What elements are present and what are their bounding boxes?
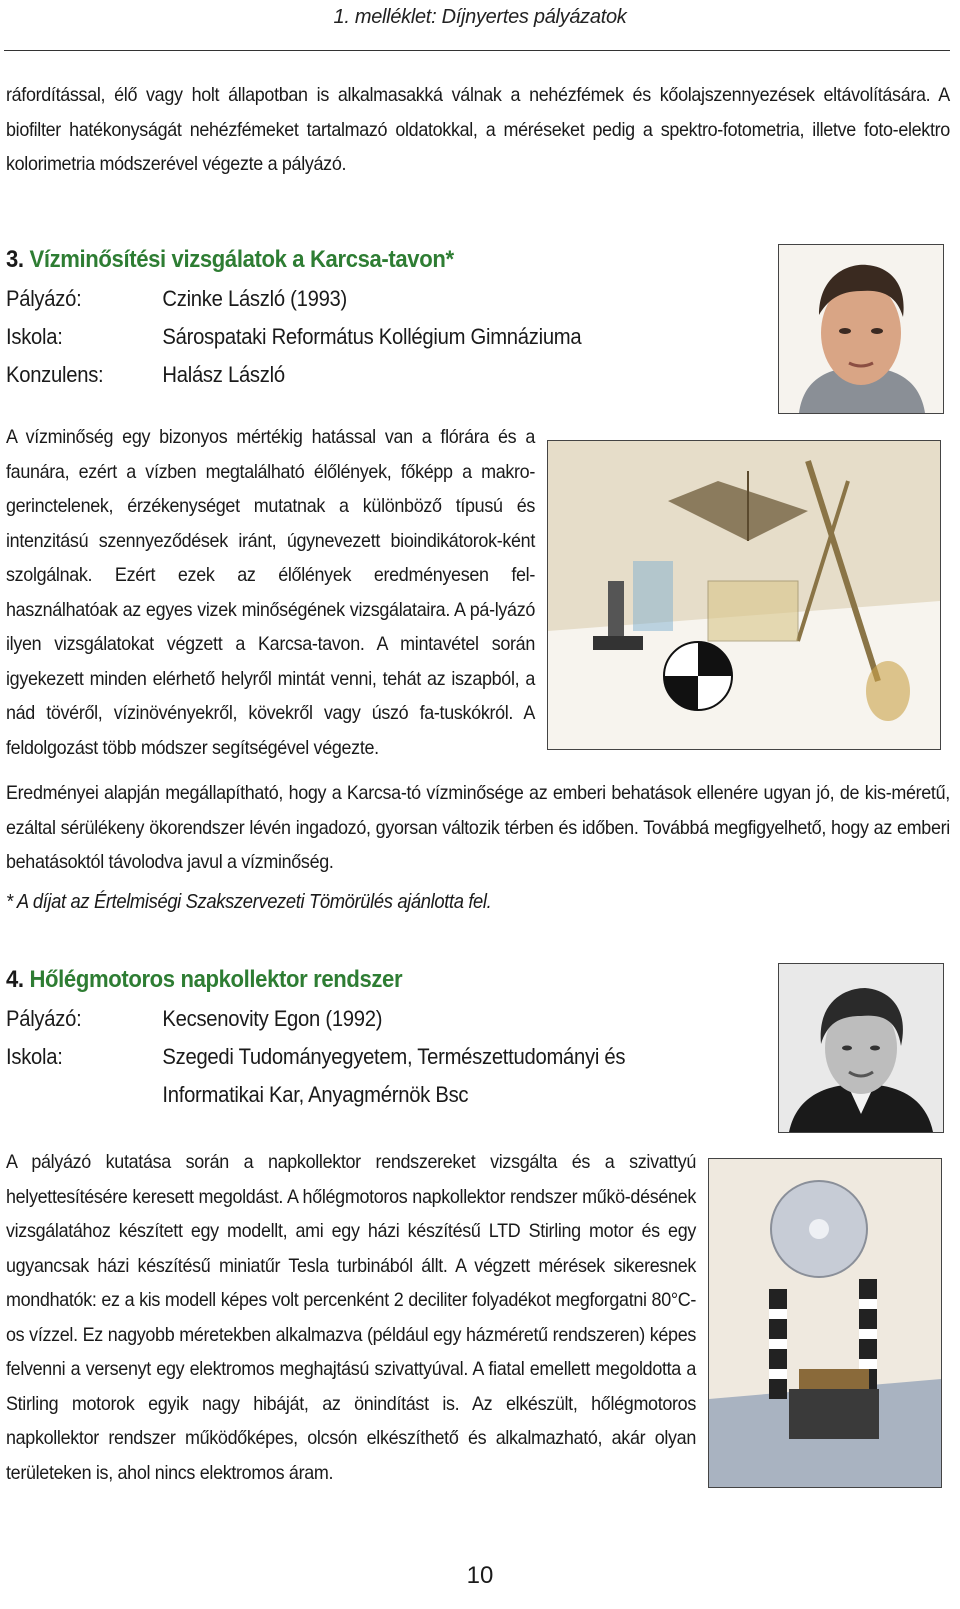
section-3-meta	[6, 280, 650, 394]
school-row	[6, 318, 650, 356]
applicant-row	[6, 280, 650, 318]
portrait-illustration	[779, 964, 943, 1132]
applicant-value: Kecsenovity Egon (1992)	[162, 1006, 383, 1031]
section-4-title: Hőlégmotoros napkollektor rendszer	[29, 966, 403, 993]
section-3-number: 3.	[6, 246, 24, 273]
equipment-photo	[547, 440, 941, 750]
portrait-photo-czinke	[778, 244, 944, 414]
school-label: Iskola:	[6, 324, 63, 349]
section-3-body-continued: Eredményei alapján megállapítható, hogy a Karcsa-tó vízminősége az emberi behatások ellenére ugyan jó, de kis-méretű, ezáltal sérülékeny ökorendszer lévén ingadozó, gyorsan változik térben és időben. Továbbá megfigyelhető, hogy az emberi behatásoktól távolodva javul a vízminőség.	[6, 782, 950, 873]
portrait-photo-kecsenovity	[778, 963, 944, 1133]
intro-paragraph: ráfordítással, élő vagy holt állapotban is alkalmasakká válnak a nehézfémek és kőolajszennyezések eltávolítására. A biofilter hatékonyságát nehézfémeket tartalmazó oldatokkal, a méréseket pedig a spektro-fotometria, illetve foto-elektro kolorimetria módszerével végezte a pályázó.	[6, 84, 950, 175]
consultant-row	[6, 356, 650, 394]
stirling-engine-illustration	[709, 1159, 941, 1487]
sampling-equipment-illustration	[548, 441, 940, 749]
section-4-meta	[6, 1000, 650, 1114]
school-label: Iskola:	[6, 1044, 63, 1069]
school-row-continued	[6, 1076, 650, 1114]
running-title: 1. melléklet: Díjnyertes pályázatok	[333, 6, 627, 28]
section-3-body: A vízminőség egy bizonyos mértékig hatással van a flórára és a faunára, ezért a vízben megtalálható élőlények, főképp a makro-gerinctelenek, érzékenységet mutatnak a különböző típusú és intenzitású szennyeződések iránt, úgynevezett bioindikátorok-ként szolgálnak. Ezért ezek az élőlények eredményesen fel-használhatóak az egyes vizek minőségének vizsgálataira. A pá-lyázó ilyen vizsgálatokat végzett a Karcsa-tavon. A mintavétel során igyekezett minden elérhető helyről mintát venni, tehát az iszapból, a nád tövéről, vízinövényekről, kövekről vagy úszó fa-tuskókról. A feldolgozást több módszer segítségével végezte.	[6, 426, 535, 759]
applicant-label: Pályázó:	[6, 286, 82, 311]
school-row	[6, 1038, 650, 1076]
section-4-number: 4.	[6, 966, 24, 993]
stirling-model-photo	[708, 1158, 942, 1488]
school-value-line-1: Szegedi Tudományegyetem, Természettudományi és	[162, 1044, 626, 1069]
page-number: 10	[466, 1562, 494, 1589]
section-4-body: A pályázó kutatása során a napkollektor rendszereket vizsgálta és a szivattyú helyettesítésére keresett megoldást. A hőlégmotoros napkollektor rendszer műkö-désének vizsgálatához készített egy modellt, ami egy házi készítésű LTD Stirling motor és egy ugyancsak házi készítésű miniatűr Tesla turbinából állt. A végzett mérések sikeresnek mondhatók: ez a kis modell képes volt percenként 2 deciliter folyadékot megforgatni 80°C-os vízzel. Ez nagyobb méretekben alkalmazva (például egy házméretű rendszeren) képes felvenni a versenyt egy elektromos meghajtású szivattyúval. A fiatal emellett megoldotta a Stirling motorok egyik nagy hibáját, az önindítást is. Az elkészült, hőlégmotoros napkollektor rendszer működőképes, olcsón elkészíthető és alkalmazható, akár olyan területeken is, ahol nincs elektromos áram.	[6, 1151, 696, 1484]
portrait-illustration	[779, 245, 943, 413]
section-3-title: Vízminősítési vizsgálatok a Karcsa-tavon*	[29, 246, 454, 273]
applicant-label: Pályázó:	[6, 1006, 82, 1031]
consultant-value: Halász László	[162, 362, 285, 387]
applicant-row	[6, 1000, 650, 1038]
applicant-value: Czinke László (1993)	[162, 286, 348, 311]
school-value: Sárospataki Református Kollégium Gimnáziuma	[162, 324, 582, 349]
header-rule	[4, 50, 950, 51]
section-3-footnote: * A díjat az Értelmiségi Szakszervezeti Tömörülés ajánlotta fel.	[6, 891, 492, 913]
school-value-line-2: Informatikai Kar, Anyagmérnök Bsc	[162, 1082, 469, 1107]
section-3-heading	[6, 246, 454, 274]
consultant-label: Konzulens:	[6, 362, 104, 387]
section-4-heading	[6, 966, 402, 994]
